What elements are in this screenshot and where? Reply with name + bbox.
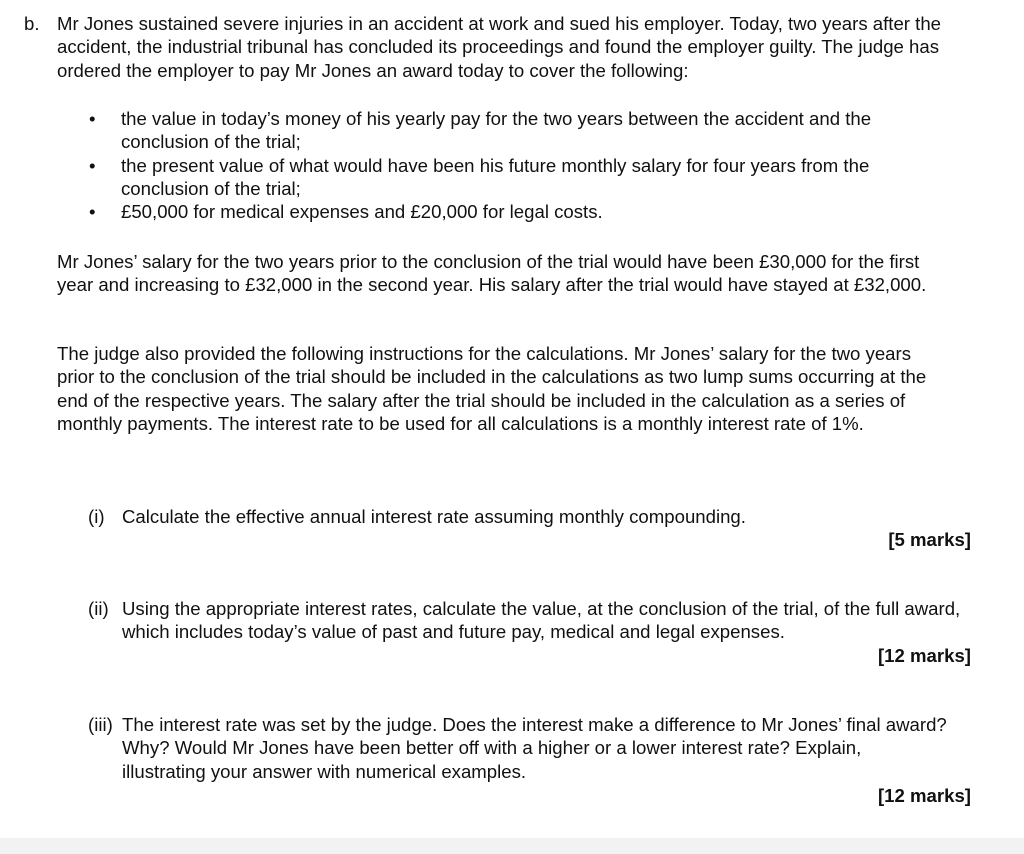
question-iii [88, 713, 948, 783]
award-items-list [86, 107, 986, 223]
marks-label: [12 marks] [877, 785, 971, 806]
list-item [86, 107, 921, 154]
list-item-text: the value in today’s money of his yearly pay for the two years between the accident and the conclusion of the trial; [121, 108, 872, 153]
question-number: (iii) [88, 714, 113, 735]
bullet-icon: • [89, 201, 96, 223]
question-i [88, 505, 968, 528]
question-number: (i) [88, 506, 105, 527]
question-number: (ii) [88, 598, 109, 619]
marks-label: [5 marks] [888, 529, 971, 550]
instructions-paragraph: The judge also provided the following instructions for the calculations. Mr Jones’ salary for the two years prior to the conclusion of the trial should be included in the calculations as two lump sums occurring at the end of the respective years. The salary after the trial should be included in the calculation as a series of monthly payments. The interest rate to be used for all calculations is a monthly interest rate of 1%. [57, 343, 927, 434]
question-ii [88, 597, 968, 644]
part-label: b. [24, 13, 40, 34]
list-item [86, 154, 921, 201]
list-item [86, 200, 921, 223]
question-text: Calculate the effective annual interest rate assuming monthly compounding. [122, 506, 746, 527]
marks-label: [12 marks] [877, 645, 971, 666]
question-text: Using the appropriate interest rates, calculate the value, at the conclusion of the trial, of the full award, which includes today’s value of past and future pay, medical and legal expenses. [122, 598, 961, 643]
list-item-text: the present value of what would have been his future monthly salary for four years from the conclusion of the trial; [121, 154, 870, 199]
bullet-icon: • [89, 154, 96, 176]
list-item-text: £50,000 for medical expenses and £20,000 for legal costs. [121, 201, 603, 223]
salary-paragraph: Mr Jones’ salary for the two years prior to the conclusion of the trial would have been £30,000 for the first year and increasing to £32,000 in the second year. His salary after the trial would have stayed at £32,000. [57, 251, 927, 296]
page-bottom-edge [0, 838, 1024, 854]
question-text: The interest rate was set by the judge. Does the interest make a difference to Mr Jones’ final award? Why? Would Mr Jones have been better off with a higher or a lower interest rate? Explain, illustrating your answer with numerical examples. [122, 714, 947, 782]
intro-paragraph: Mr Jones sustained severe injuries in an accident at work and sued his employer. Today, two years after the accident, the industrial tribunal has concluded its proceedings and found the employer guilty. The judge has ordered the employer to pay Mr Jones an award today to cover the following: [57, 13, 942, 81]
bullet-icon: • [89, 108, 96, 129]
